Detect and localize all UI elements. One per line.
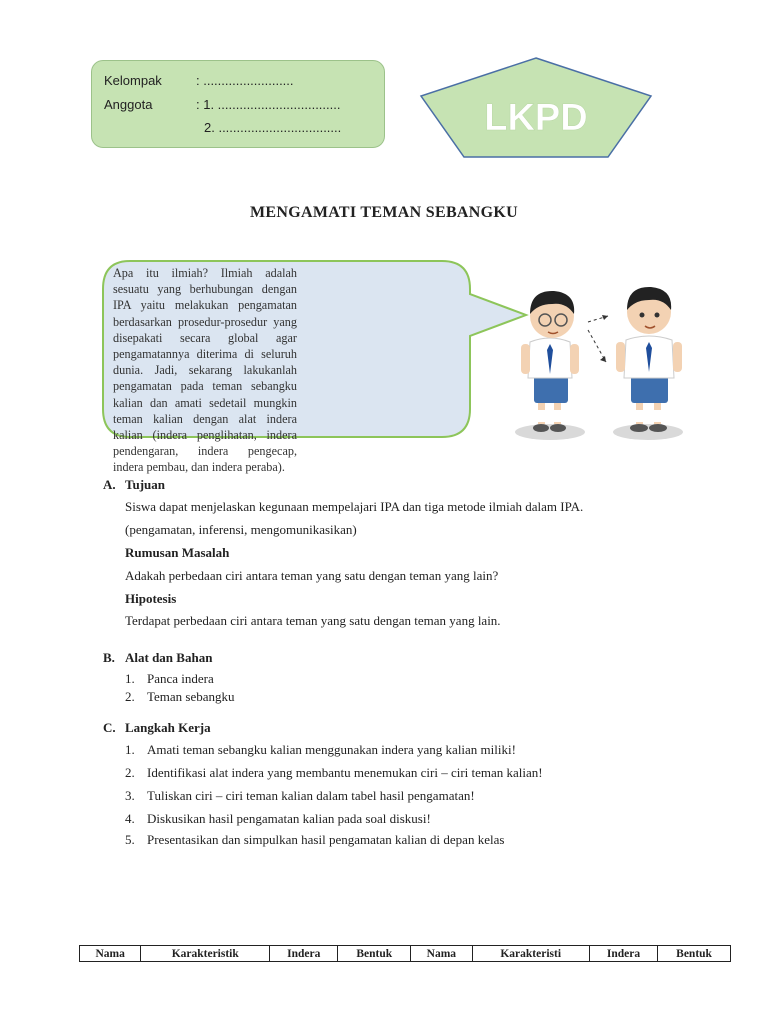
tujuan-text-2: (pengamatan, inferensi, mengomunikasikan) [125,522,357,537]
col-header: Nama [411,946,472,962]
list-item: 1. Amati teman sebangku kalian menggunakan indera yang kalian miliki! [125,742,516,757]
lkpd-label: LKPD [484,97,588,139]
observation-table [79,945,731,962]
lkpd-badge [418,56,654,160]
hipotesis-text: Terdapat perbedaan ciri antara teman yang satu dengan teman yang lain. [125,613,501,628]
anggota-field-1[interactable]: : 1. .................................. [196,97,341,112]
section-c-letter: C. [103,720,116,735]
kelompak-field[interactable]: : ......................... [196,73,294,88]
list-item: 1. Panca indera [125,671,214,686]
alat-bahan-heading: Alat dan Bahan [125,650,213,665]
col-header: Indera [270,946,338,962]
anggota-label: Anggota [104,97,153,112]
list-item: 4. Diskusikan hasil pengamatan kalian pada soal diskusi! [125,811,431,826]
langkah-kerja-heading: Langkah Kerja [125,720,211,735]
page-title: MENGAMATI TEMAN SEBANGKU [250,204,518,221]
list-item: 2. Identifikasi alat indera yang membantu menemukan ciri – ciri teman kalian! [125,765,543,780]
anggota-field-2[interactable]: 2. .................................. [204,120,342,135]
col-header: Karakteristi [472,946,589,962]
col-header: Nama [80,946,141,962]
rumusan-heading: Rumusan Masalah [125,545,230,560]
col-header: Bentuk [338,946,411,962]
col-header: Karakteristik [141,946,270,962]
kelompak-label: Kelompak [104,73,162,88]
group-info-box [91,60,385,148]
section-a-letter: A. [103,477,116,492]
kelompak-row [104,73,294,88]
rumusan-text: Adakah perbedaan ciri antara teman yang satu dengan teman yang lain? [125,568,499,583]
section-b-letter: B. [103,650,115,665]
col-header: Bentuk [658,946,731,962]
hipotesis-heading: Hipotesis [125,591,177,606]
tujuan-heading: Tujuan [125,477,165,492]
bubble-text: Apa itu ilmiah? Ilmiah adalah sesuatu yang berhubungan dengan IPA yaitu melakukan pengamatan berdasarkan prosedur-prosedur yang disepakati secara global agar pengamatannya diterima di seluruh dunia. Jadi, sekarang lakukanlah pengamatan pada teman sebangku kalian dan amati sedetail mungkin teman kalian dengan alat indera kalian (indera penglihatan, indera pendengaran, indera pengecap, indera pembau, dan indera peraba). [113,266,297,475]
tujuan-text-1: Siswa dapat menjelaskan kegunaan mempelajari IPA dan tiga metode ilmiah dalam IPA. [125,499,584,514]
anggota-row [104,97,340,112]
two-students-illustration [508,282,698,444]
anggota-row-2 [204,120,341,135]
table-header-row [80,946,731,962]
list-item: 3. Tuliskan ciri – ciri teman kalian dalam tabel hasil pengamatan! [125,788,475,803]
col-header: Indera [589,946,657,962]
list-item: 2. Teman sebangku [125,689,235,704]
list-item: 5. Presentasikan dan simpulkan hasil pengamatan kalian di depan kelas [125,832,505,847]
